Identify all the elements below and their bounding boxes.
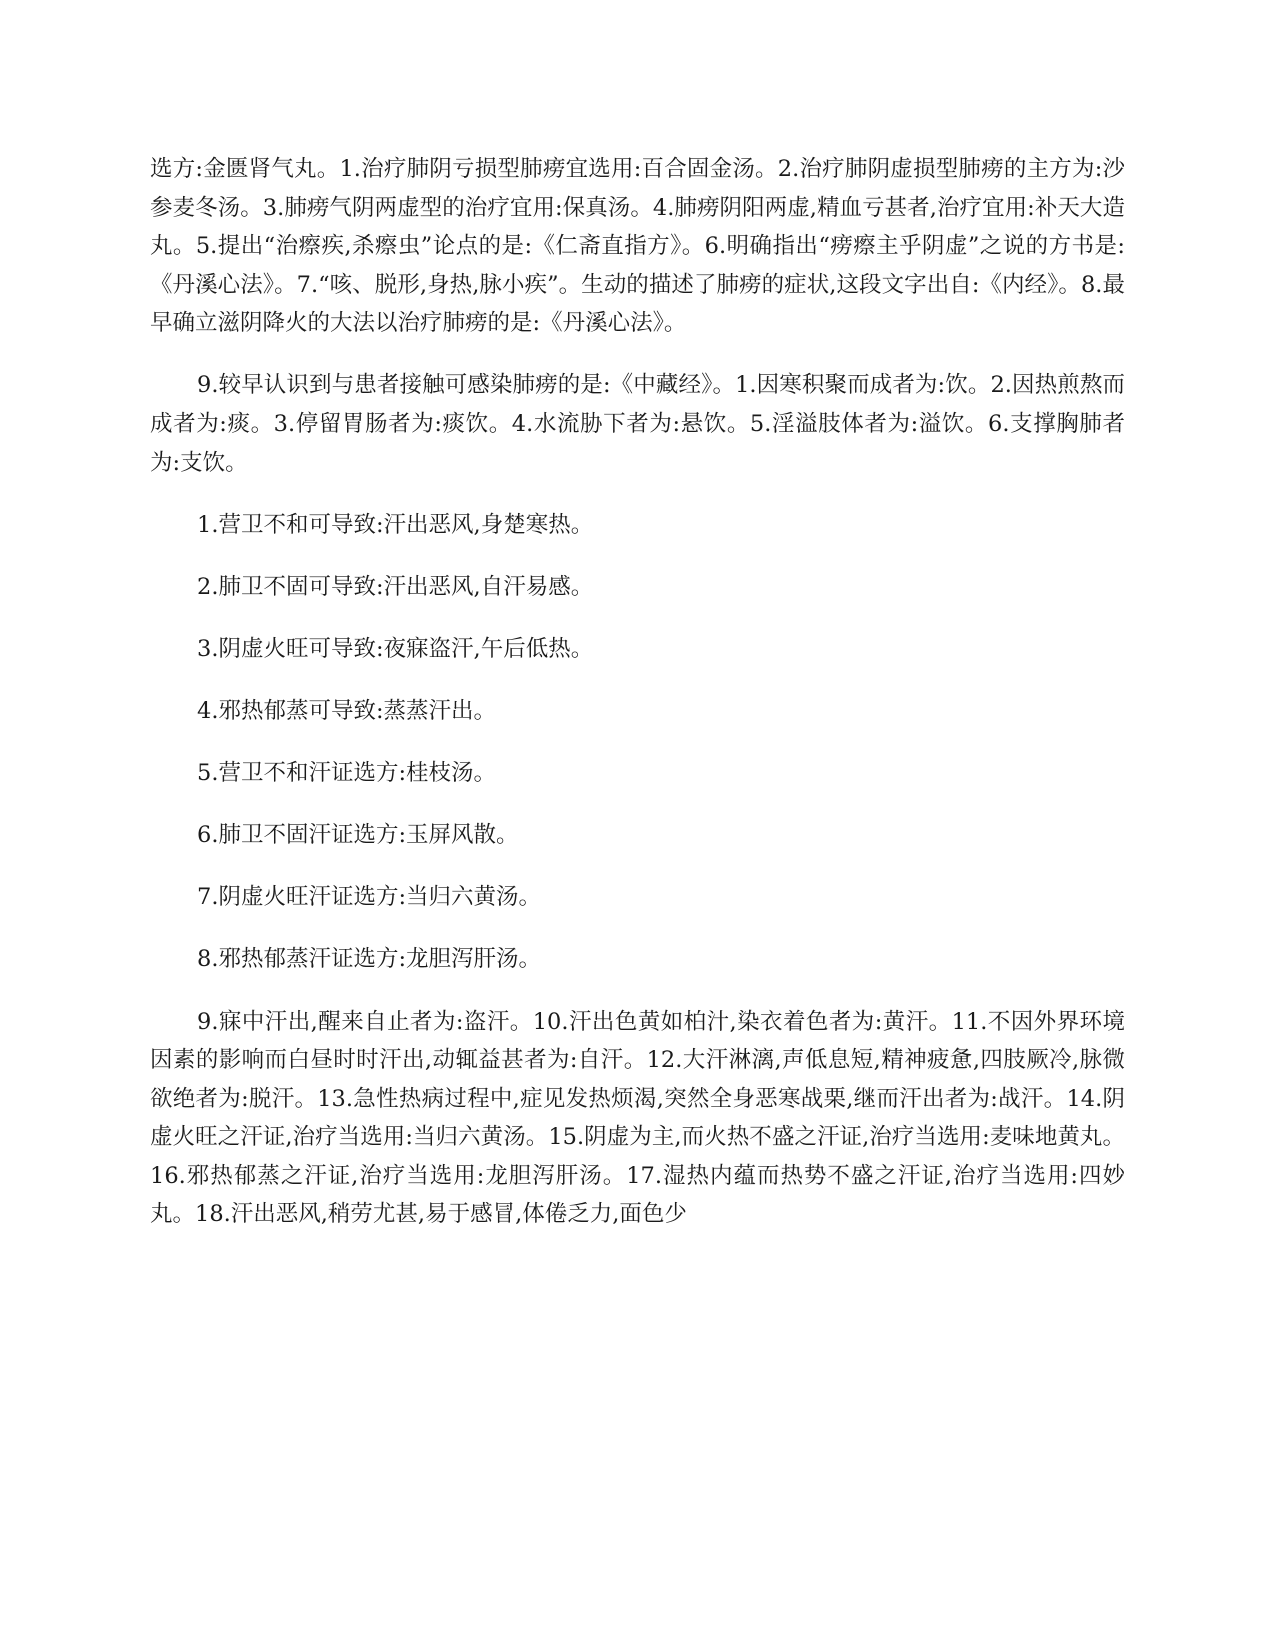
paragraph-sweat-item-6: 6.肺卫不固汗证选方:玉屏风散。 xyxy=(197,822,519,849)
paragraph-sweat-item-4: 4.邪热郁蒸可导致:蒸蒸汗出。 xyxy=(197,698,497,725)
paragraph-sweat-item-7: 7.阴虚火旺汗证选方:当归六黄汤。 xyxy=(197,884,542,911)
paragraph-phlegm-fluid-types: 9.较早认识到与患者接触可感染肺痨的是:《中藏经》。1.因寒积聚而成者为:饮。2.因热煎熬而成者为:痰。3.停留胃肠者为:痰饮。4.水流胁下者为:悬饮。5.淫溢肢体者为:溢饮。6.支撑胸肺者为:支饮。 xyxy=(150,372,1125,476)
paragraph-sweat-item-3: 3.阴虚火旺可导致:夜寐盗汗,午后低热。 xyxy=(197,635,594,662)
paragraph-lung-consumption-treatments: 选方:金匮肾气丸。1.治疗肺阴亏损型肺痨宜选用:百合固金汤。2.治疗肺阴虚损型肺痨的主方为:沙参麦冬汤。3.肺痨气阴两虚型的治疗宜用:保真汤。4.肺痨阴阳两虚,精血亏甚者,治疗宜用:补天大造丸。5.提出“治瘵疾,杀瘵虫”论点的是:《仁斋直指方》。6.明确指出“痨瘵主乎阴虚”之说的方书是:《丹溪心法》。7.“咳、脱形,身热,脉小疾”。生动的描述了肺痨的症状,这段文字出自:《内经》。8.最早确立滋阴降火的大法以治疗肺痨的是:《丹溪心法》。 xyxy=(150,156,1125,337)
paragraph-sweat-item-5: 5.营卫不和汗证选方:桂枝汤。 xyxy=(197,760,497,787)
paragraph-sweat-item-1: 1.营卫不和可导致:汗出恶风,身楚寒热。 xyxy=(197,511,594,538)
paragraph-sweat-syndrome-details: 9.寐中汗出,醒来自止者为:盗汗。10.汗出色黄如柏汁,染衣着色者为:黄汗。11.不因外界环境因素的影响而白昼时时汗出,动辄益甚者为:自汗。12.大汗淋漓,声低息短,精神疲惫,四肢厥冷,脉微欲绝者为:脱汗。13.急性热病过程中,症见发热烦渴,突然全身恶寒战栗,继而汗出者为:战汗。14.阴虚火旺之汗证,治疗当选用:当归六黄汤。15.阴虚为主,而火热不盛之汗证,治疗当选用:麦味地黄丸。16.邪热郁蒸之汗证,治疗当选用:龙胆泻肝汤。17.湿热内蕴而热势不盛之汗证,治疗当选用:四妙丸。18.汗出恶风,稍劳尤甚,易于感冒,体倦乏力,面色少 xyxy=(150,1008,1125,1228)
paragraph-sweat-item-2: 2.肺卫不固可导致:汗出恶风,自汗易感。 xyxy=(197,573,594,600)
paragraph-sweat-item-8: 8.邪热郁蒸汗证选方:龙胆泻肝汤。 xyxy=(197,946,542,973)
document-page xyxy=(150,150,1125,1258)
